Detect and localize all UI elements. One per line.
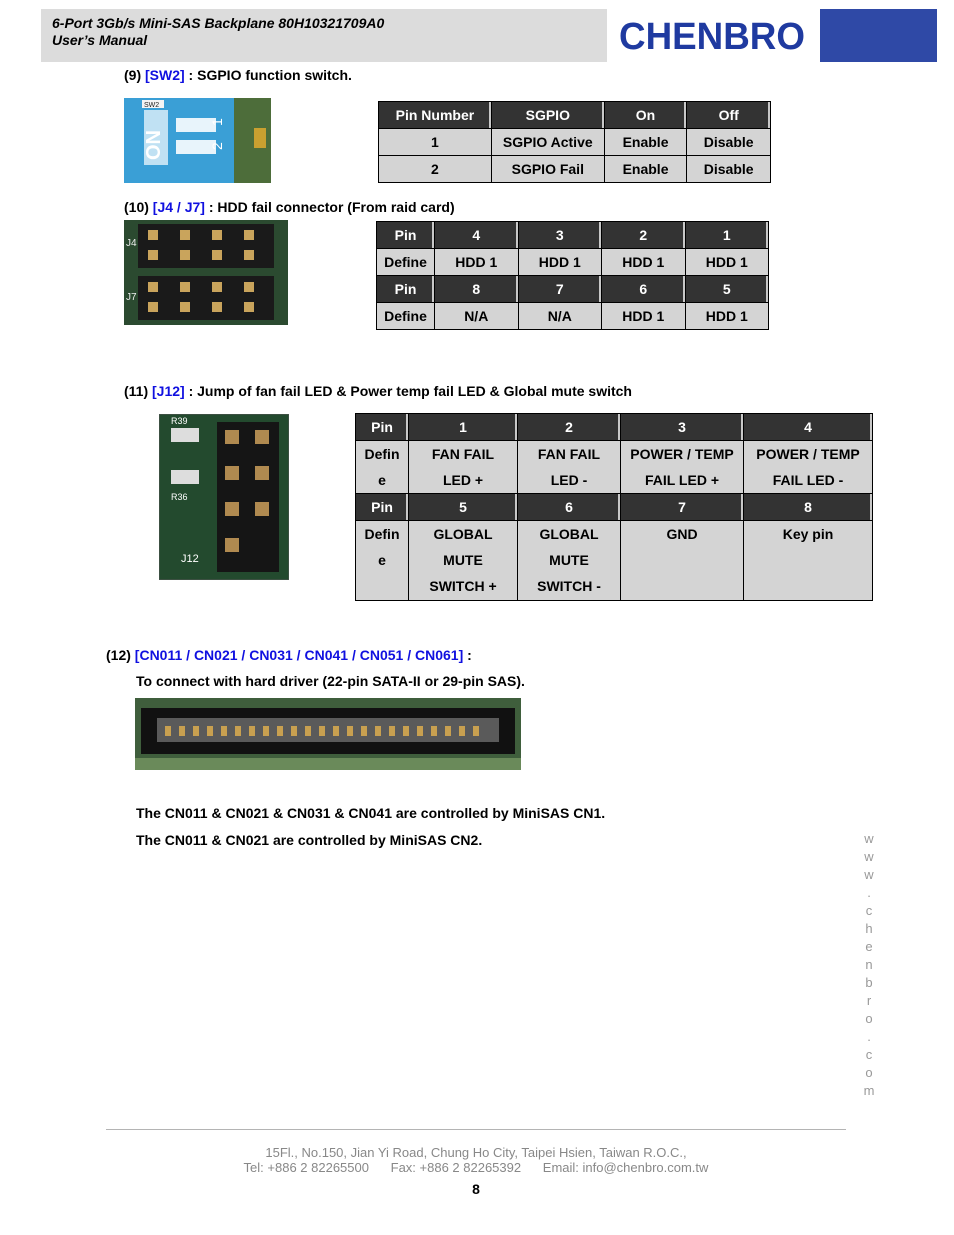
sata-connector-photo <box>135 698 521 770</box>
note-cn1: The CN011 & CN021 & CN031 & CN041 are controlled by MiniSAS CN1. <box>136 805 606 821</box>
sw2-ref: [SW2] <box>145 67 185 83</box>
svg-text:R39: R39 <box>171 416 188 426</box>
svg-text:SW2: SW2 <box>144 102 160 109</box>
sgpio-table: Pin Number SGPIO On Off 1 SGPIO Active Enable Disable 2 SGPIO Fail Enable Disable <box>378 101 771 183</box>
website-vertical-text: w w w . c h e n b r o . c o m <box>863 831 875 1098</box>
svg-text:R36: R36 <box>171 492 188 502</box>
svg-text:J4: J4 <box>126 238 137 249</box>
section-9-heading: (9) [SW2] : SGPIO function switch. <box>124 67 352 83</box>
note-cn2: The CN011 & CN021 are controlled by MiniSAS CN2. <box>136 832 483 848</box>
svg-text:ON: ON <box>143 130 165 160</box>
hdd-fail-table: Pin 4 3 2 1 Define HDD 1 HDD 1 HDD 1 HDD 1 Pin 8 7 6 5 Define N/A N/A HDD 1 HDD 1 <box>376 221 769 330</box>
svg-text:CHENBRO: CHENBRO <box>619 16 805 57</box>
page-number: 8 <box>472 1181 480 1197</box>
svg-text:J12: J12 <box>181 553 199 565</box>
doc-title-line2: User’s Manual <box>52 32 148 48</box>
chenbro-logo <box>617 13 807 57</box>
footer-contact: Tel: +886 2 82265500 Fax: +886 2 82265392 Email: info@chenbro.com.tw <box>243 1160 709 1175</box>
brand-block <box>820 9 937 62</box>
svg-text:J7: J7 <box>126 292 137 303</box>
footer-address: 15Fl., No.150, Jian Yi Road, Chung Ho City, Taipei Hsien, Taiwan R.O.C., <box>265 1145 687 1160</box>
section-10-heading: (10) [J4 / J7] : HDD fail connector (From raid card) <box>124 199 455 215</box>
section-12-subtitle: To connect with hard driver (22-pin SATA-II or 29-pin SAS). <box>136 673 525 689</box>
j4-j7-photo <box>124 220 288 325</box>
svg-text:1: 1 <box>209 118 225 126</box>
j12-photo <box>159 414 289 580</box>
doc-title-line1: 6-Port 3Gb/s Mini-SAS Backplane 80H10321709A0 <box>52 15 385 31</box>
footer-divider <box>106 1129 846 1130</box>
section-11-heading: (11) [J12] : Jump of fan fail LED & Power temp fail LED & Global mute switch <box>124 383 632 399</box>
svg-text:2: 2 <box>209 142 225 150</box>
doc-title <box>52 15 384 49</box>
section-12-heading: (12) [CN011 / CN021 / CN031 / CN041 / CN051 / CN061] : <box>106 647 472 663</box>
j12-table: Pin 1 2 3 4 Defin e FAN FAIL LED + FAN FAIL LED - POWER / TEMP FAIL LED + POWER / TEMP FAIL LED - Pin 5 6 7 8 Defin e GLOBAL MUTE SWITCH + GLOBAL MUTE SWITCH - GND Key pin <box>355 413 873 601</box>
sw2-photo <box>124 98 271 183</box>
